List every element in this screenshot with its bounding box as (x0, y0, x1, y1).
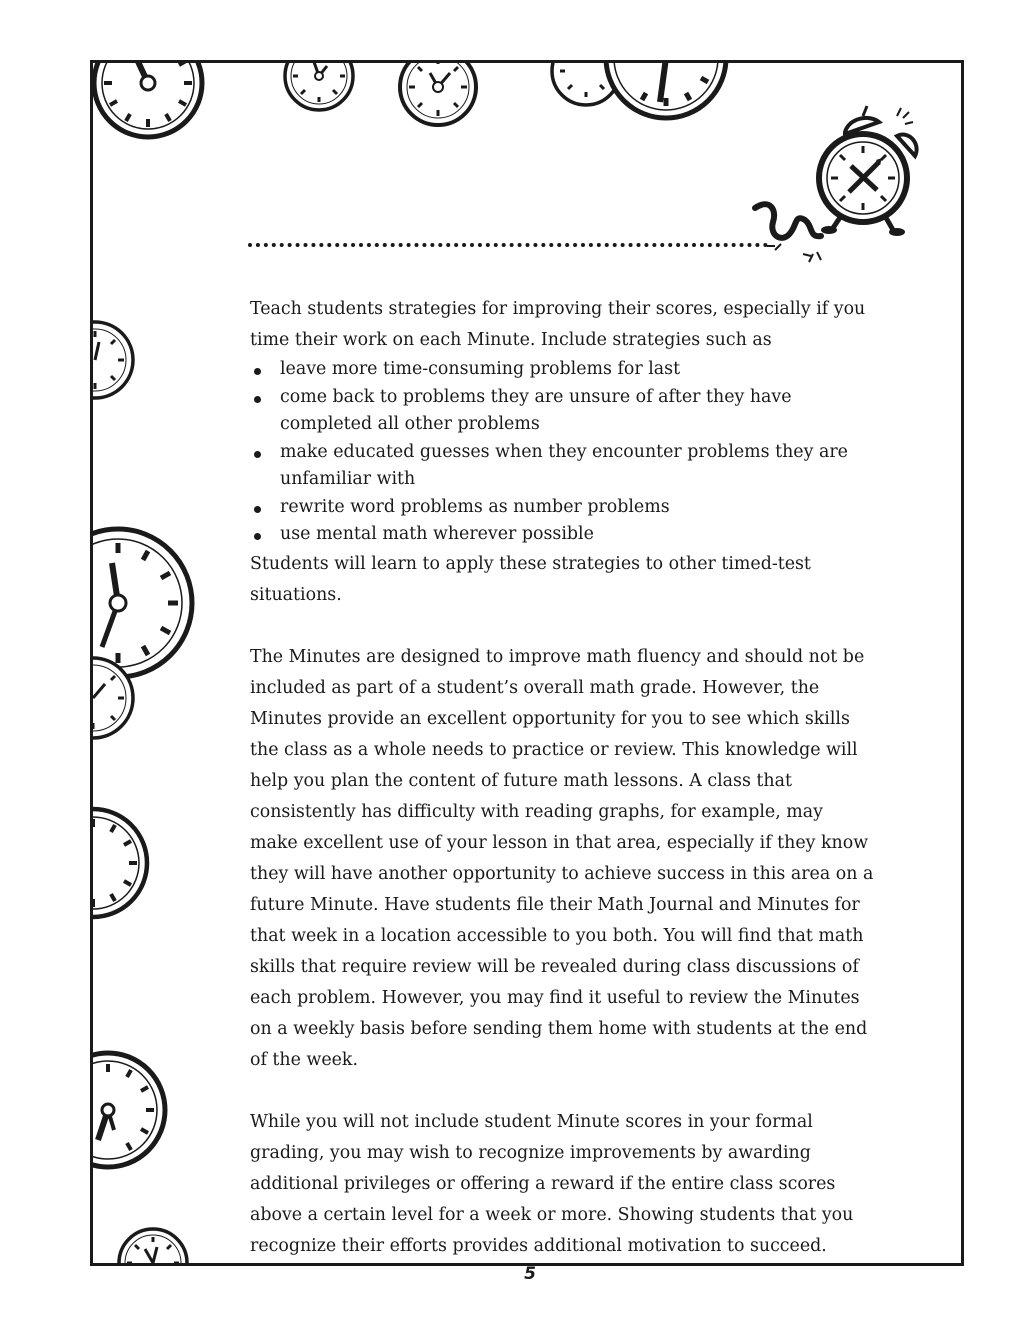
list-item: come back to problems they are unsure of after they have completed all other problems (250, 384, 875, 439)
list-item: use mental math wherever possible (250, 521, 875, 549)
intro-paragraph: Teach students strategies for improving their scores, especially if you time their work on each Minute. Include strategies such as (250, 299, 866, 350)
clock-icon (90, 318, 137, 402)
list-item: rewrite word problems as number problems (250, 494, 875, 522)
page-number: 5 (524, 1264, 536, 1284)
clock-icon (281, 60, 357, 114)
fluency-paragraph: The Minutes are designed to improve math fluency and should not be included as part of a student’s overall math grade. However, the Minutes provide an excellent opportunity for you to see which skills the class as a whole needs to practice or review. This knowledge will help you plan the content of future math lessons. A class that consistently has difficulty with reading graphs, for example, may make excellent use of your lesson in that area, especially if they know they will have another opportunity to achieve success in this area on a future Minute. Have students file their Math Journal and Minutes for that week in a location accessible to you both. You will find that math skills that require review will be revealed during class discussions of each problem. However, you may find it useful to review the Minutes on a weekly basis before sending them home with students at the end of the week. (250, 646, 874, 1070)
strategy-list (250, 356, 875, 549)
list-item: make educated guesses when they encounter problems they are unfamiliar with (250, 439, 875, 494)
clock-icon (90, 653, 138, 743)
grading-paragraph: While you will not include student Minute scores in your formal grading, you may wish to recognize improvements by awarding additional privileges or offering a reward if the entire class scores above a certain level for a week or more. Showing students that you recognize their efforts provides additional motivation to succeed. (250, 1111, 854, 1256)
dotted-rule (248, 243, 768, 247)
clock-icon (90, 803, 153, 923)
clock-icon (90, 1045, 173, 1175)
alarm-clock-icon (745, 100, 930, 270)
list-item: leave more time-consuming problems for last (250, 356, 875, 384)
body-text (250, 294, 875, 1262)
clock-icon (113, 1223, 193, 1266)
clock-icon (601, 60, 731, 123)
clock-icon (396, 60, 480, 129)
outro-paragraph: Students will learn to apply these strategies to other timed-test situations. (250, 553, 811, 605)
clock-icon (90, 60, 208, 143)
